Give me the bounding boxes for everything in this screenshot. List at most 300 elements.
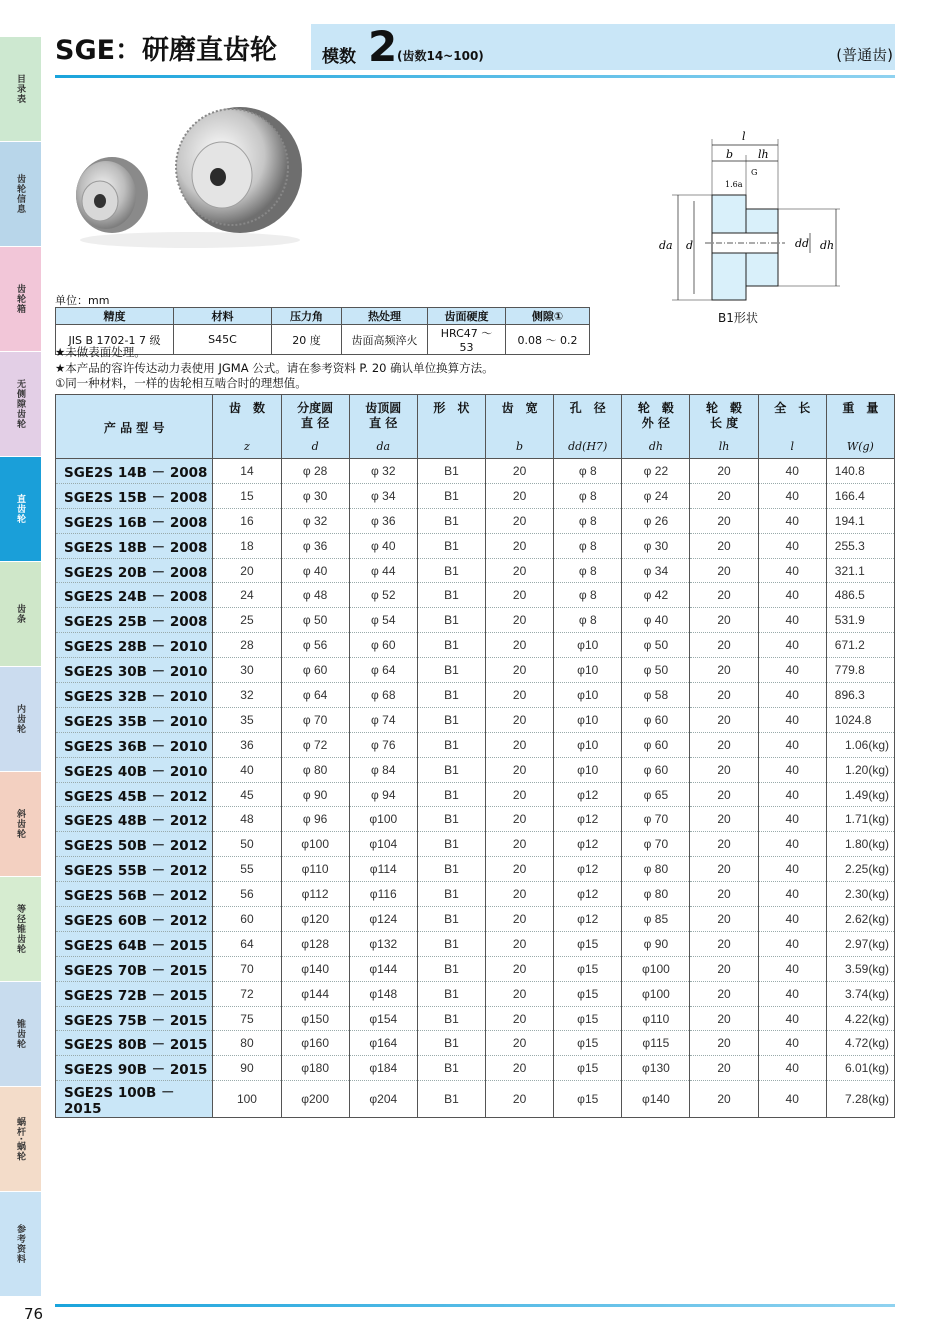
weight-cell: 2.97(kg) <box>826 931 894 956</box>
table-cell: 40 <box>758 956 826 981</box>
table-row <box>56 1081 895 1118</box>
table-cell: φ 94 <box>349 782 417 807</box>
product-model: SGE2S 90B － 2015 <box>56 1056 213 1081</box>
table-cell: 20 <box>486 1006 554 1031</box>
spec-value: 0.08 ～ 0.2 <box>506 325 590 355</box>
table-cell: 15 <box>213 483 281 508</box>
table-row <box>56 1056 895 1081</box>
table-row <box>56 907 895 932</box>
table-cell: 35 <box>213 707 281 732</box>
table-cell: 20 <box>690 981 758 1006</box>
module-value: 2 <box>368 22 398 71</box>
table-cell: 40 <box>758 857 826 882</box>
product-model: SGE2S 18B － 2008 <box>56 533 213 558</box>
table-cell: φ128 <box>281 931 349 956</box>
product-model: SGE2S 24B － 2008 <box>56 583 213 608</box>
table-cell: φ140 <box>281 956 349 981</box>
table-cell: 18 <box>213 533 281 558</box>
table-cell: 14 <box>213 459 281 484</box>
note-item: ①同一种材料，一样的齿轮相互啮合时的理想值。 <box>55 376 307 390</box>
module-label: 模数 <box>322 47 356 67</box>
column-header <box>213 395 281 459</box>
column-symbol: z <box>244 440 250 453</box>
table-row <box>56 483 895 508</box>
table-cell: 20 <box>690 483 758 508</box>
weight-cell: 3.59(kg) <box>826 956 894 981</box>
table-row <box>56 608 895 633</box>
table-cell: 40 <box>758 608 826 633</box>
weight-cell: 2.30(kg) <box>826 882 894 907</box>
weight-cell: 1.71(kg) <box>826 807 894 832</box>
table-cell: φ 80 <box>622 882 690 907</box>
table-cell: φ12 <box>554 782 622 807</box>
table-cell: φ160 <box>281 1031 349 1056</box>
table-row <box>56 658 895 683</box>
table-cell: 20 <box>690 782 758 807</box>
table-cell: B1 <box>417 1081 485 1118</box>
table-cell: φ148 <box>349 981 417 1006</box>
table-cell: 20 <box>690 1056 758 1081</box>
side-tab-label: 无侧隙齿轮 <box>15 379 25 429</box>
table-cell: φ130 <box>622 1056 690 1081</box>
table-cell: 64 <box>213 931 281 956</box>
table-cell: 20 <box>690 757 758 782</box>
product-model: SGE2S 36B － 2010 <box>56 732 213 757</box>
table-cell: φ114 <box>349 857 417 882</box>
dim-lh: lh <box>758 148 769 161</box>
table-cell: φ 52 <box>349 583 417 608</box>
side-tab-label: 内齿轮 <box>15 704 25 734</box>
table-cell: φ12 <box>554 907 622 932</box>
table-cell: 20 <box>690 683 758 708</box>
table-cell: φ 56 <box>281 633 349 658</box>
column-header <box>56 395 213 459</box>
table-cell: 20 <box>690 1006 758 1031</box>
table-cell: 24 <box>213 583 281 608</box>
table-cell: φ 72 <box>281 732 349 757</box>
table-cell: φ 85 <box>622 907 690 932</box>
table-cell: B1 <box>417 1006 485 1031</box>
table-row <box>56 1006 895 1031</box>
table-cell: 20 <box>690 732 758 757</box>
table-cell: B1 <box>417 583 485 608</box>
weight-cell: 2.25(kg) <box>826 857 894 882</box>
weight-cell: 1024.8 <box>826 707 894 732</box>
weight-cell: 896.3 <box>826 683 894 708</box>
column-header-label: 齿 数 <box>228 401 265 415</box>
dim-l: l <box>742 130 746 143</box>
table-cell: 70 <box>213 956 281 981</box>
table-cell: φ15 <box>554 956 622 981</box>
table-cell: φ 70 <box>622 832 690 857</box>
table-cell: 40 <box>213 757 281 782</box>
side-tab-label: 齿轮箱 <box>15 284 25 314</box>
table-cell: φ154 <box>349 1006 417 1031</box>
weight-cell: 194.1 <box>826 508 894 533</box>
weight-cell: 1.06(kg) <box>826 732 894 757</box>
weight-cell: 3.74(kg) <box>826 981 894 1006</box>
table-cell: φ 50 <box>622 633 690 658</box>
column-header <box>417 395 485 459</box>
table-cell: B1 <box>417 658 485 683</box>
table-cell: 40 <box>758 931 826 956</box>
table-cell: φ112 <box>281 882 349 907</box>
table-cell: 40 <box>758 683 826 708</box>
table-cell: φ 64 <box>281 683 349 708</box>
spec-value: JIS B 1702-1 7 级 <box>56 325 174 355</box>
column-header-label: 齿 宽 <box>501 401 538 415</box>
column-header <box>349 395 417 459</box>
side-tab[interactable] <box>0 247 41 352</box>
table-cell: 20 <box>690 956 758 981</box>
table-cell: 20 <box>486 558 554 583</box>
column-header <box>758 395 826 459</box>
product-model: SGE2S 16B － 2008 <box>56 508 213 533</box>
table-cell: 20 <box>213 558 281 583</box>
product-model: SGE2S 20B － 2008 <box>56 558 213 583</box>
table-row <box>56 882 895 907</box>
dim-da: da <box>659 239 673 252</box>
table-row <box>56 508 895 533</box>
weight-cell: 6.01(kg) <box>826 1056 894 1081</box>
table-cell: B1 <box>417 907 485 932</box>
table-cell: φ 50 <box>281 608 349 633</box>
product-model: SGE2S 70B － 2015 <box>56 956 213 981</box>
column-header-label: 孔 径 <box>569 401 606 415</box>
table-cell: φ116 <box>349 882 417 907</box>
table-cell: 20 <box>486 683 554 708</box>
table-cell: φ144 <box>349 956 417 981</box>
product-model: SGE2S 50B － 2012 <box>56 832 213 857</box>
table-cell: 45 <box>213 782 281 807</box>
side-tab[interactable] <box>0 562 41 667</box>
table-cell: φ204 <box>349 1081 417 1118</box>
side-tab[interactable] <box>0 142 41 247</box>
weight-cell: 779.8 <box>826 658 894 683</box>
spec-header: 齿面硬度 <box>428 308 506 325</box>
roughness-mark: 1.6a <box>725 180 743 189</box>
table-cell: 40 <box>758 658 826 683</box>
spec-header: 精度 <box>56 308 174 325</box>
column-header-label: 产 品 型 号 <box>103 421 165 435</box>
table-cell: 20 <box>486 956 554 981</box>
table-cell: φ144 <box>281 981 349 1006</box>
column-header-label: 形 状 <box>433 401 470 415</box>
table-cell: 40 <box>758 832 826 857</box>
column-symbol: l <box>790 440 794 453</box>
weight-cell: 671.2 <box>826 633 894 658</box>
table-cell: B1 <box>417 707 485 732</box>
table-cell: 20 <box>690 508 758 533</box>
unit-label: 单位：mm <box>55 294 110 307</box>
column-symbol: b <box>516 440 524 453</box>
teeth-range: (齿数14~100) <box>397 49 484 63</box>
table-cell: 20 <box>690 807 758 832</box>
table-cell: φ 50 <box>622 658 690 683</box>
table-cell: φ10 <box>554 658 622 683</box>
spec-value: S45C <box>174 325 272 355</box>
weight-cell: 1.80(kg) <box>826 832 894 857</box>
table-cell: φ 36 <box>281 533 349 558</box>
table-cell: φ 30 <box>622 533 690 558</box>
table-cell: 40 <box>758 633 826 658</box>
product-model: SGE2S 100B － 2015 <box>56 1081 213 1118</box>
table-cell: 20 <box>690 857 758 882</box>
table-cell: B1 <box>417 807 485 832</box>
table-cell: 40 <box>758 907 826 932</box>
column-header-label: 轮 毂 长 度 <box>706 401 743 430</box>
table-cell: φ15 <box>554 1056 622 1081</box>
column-symbol: dd(H7) <box>568 440 608 453</box>
table-cell: 20 <box>486 807 554 832</box>
table-cell: 20 <box>690 931 758 956</box>
table-cell: 20 <box>486 782 554 807</box>
table-cell: φ100 <box>281 832 349 857</box>
dim-dd: dd <box>795 237 810 250</box>
table-cell: 20 <box>486 1081 554 1118</box>
side-tab-label: 等径锥齿轮 <box>15 904 25 954</box>
table-cell: φ15 <box>554 981 622 1006</box>
table-cell: 40 <box>758 1056 826 1081</box>
table-cell: φ 8 <box>554 459 622 484</box>
table-cell: B1 <box>417 757 485 782</box>
footer-divider <box>55 1304 895 1307</box>
table-cell: φ 44 <box>349 558 417 583</box>
side-tab[interactable] <box>0 667 41 772</box>
table-cell: 40 <box>758 732 826 757</box>
column-header-label: 分度圆 直 径 <box>297 401 334 430</box>
table-cell: 20 <box>486 1056 554 1081</box>
table-cell: 20 <box>690 583 758 608</box>
note-item: ★本产品的容许传达动力表使用 JGMA 公式。请在参考资料 P. 20 确认单位换算方法。 <box>55 360 494 375</box>
table-cell: φ10 <box>554 732 622 757</box>
table-cell: B1 <box>417 931 485 956</box>
table-cell: φ 68 <box>349 683 417 708</box>
side-tab-label: 斜齿轮 <box>15 809 25 839</box>
weight-cell: 321.1 <box>826 558 894 583</box>
table-cell: φ10 <box>554 707 622 732</box>
side-tab-label: 蜗杆·蜗轮 <box>15 1116 25 1162</box>
product-model: SGE2S 72B － 2015 <box>56 981 213 1006</box>
spec-value: 20 度 <box>272 325 342 355</box>
side-tab[interactable] <box>0 772 41 877</box>
table-cell: 20 <box>690 907 758 932</box>
table-cell: φ 80 <box>622 857 690 882</box>
spec-header: 压力角 <box>272 308 342 325</box>
column-symbol: lh <box>718 440 730 453</box>
table-cell: φ124 <box>349 907 417 932</box>
table-cell: 48 <box>213 807 281 832</box>
side-tab[interactable] <box>0 1087 41 1192</box>
table-cell: 20 <box>486 832 554 857</box>
product-model: SGE2S 56B － 2012 <box>56 882 213 907</box>
table-cell: φ120 <box>281 907 349 932</box>
product-model: SGE2S 45B － 2012 <box>56 782 213 807</box>
table-cell: φ 8 <box>554 508 622 533</box>
table-cell: 20 <box>486 608 554 633</box>
column-header-label: 重 量 <box>842 401 879 415</box>
table-row <box>56 583 895 608</box>
table-cell: φ 90 <box>281 782 349 807</box>
table-cell: φ 36 <box>349 508 417 533</box>
table-cell: φ180 <box>281 1056 349 1081</box>
table-cell: B1 <box>417 683 485 708</box>
dim-b: b <box>726 148 734 161</box>
table-cell: 40 <box>758 459 826 484</box>
weight-cell: 2.62(kg) <box>826 907 894 932</box>
table-cell: φ 30 <box>281 483 349 508</box>
side-tab[interactable] <box>0 982 41 1087</box>
weight-cell: 255.3 <box>826 533 894 558</box>
table-cell: 55 <box>213 857 281 882</box>
table-cell: φ 8 <box>554 533 622 558</box>
table-cell: 36 <box>213 732 281 757</box>
table-cell: φ10 <box>554 633 622 658</box>
table-cell: 20 <box>486 981 554 1006</box>
table-cell: B1 <box>417 882 485 907</box>
table-cell: 40 <box>758 807 826 832</box>
table-cell: 40 <box>758 707 826 732</box>
table-cell: 80 <box>213 1031 281 1056</box>
table-cell: B1 <box>417 782 485 807</box>
table-cell: 32 <box>213 683 281 708</box>
column-header <box>690 395 758 459</box>
table-cell: φ 8 <box>554 558 622 583</box>
column-header-label: 轮 毂 外 径 <box>637 401 674 430</box>
table-cell: 20 <box>486 658 554 683</box>
table-cell: φ110 <box>281 857 349 882</box>
table-cell: B1 <box>417 832 485 857</box>
side-tab[interactable] <box>0 352 41 457</box>
side-tab[interactable] <box>0 1192 41 1297</box>
product-model: SGE2S 80B － 2015 <box>56 1031 213 1056</box>
table-cell: B1 <box>417 732 485 757</box>
table-cell: 20 <box>486 459 554 484</box>
weight-cell: 166.4 <box>826 483 894 508</box>
side-tab-label: 直齿轮 <box>15 494 25 524</box>
table-cell: 40 <box>758 1081 826 1118</box>
table-cell: 40 <box>758 1031 826 1056</box>
weight-cell: 4.22(kg) <box>826 1006 894 1031</box>
table-cell: φ 70 <box>622 807 690 832</box>
page-title: SGE：研磨直齿轮 <box>55 35 278 66</box>
table-cell: 20 <box>690 633 758 658</box>
table-cell: 90 <box>213 1056 281 1081</box>
table-row <box>56 707 895 732</box>
header-divider <box>55 75 895 78</box>
table-row <box>56 956 895 981</box>
table-cell: 20 <box>486 1031 554 1056</box>
table-cell: φ150 <box>281 1006 349 1031</box>
table-cell: φ12 <box>554 832 622 857</box>
table-cell: 20 <box>486 633 554 658</box>
table-row <box>56 683 895 708</box>
table-cell: φ 34 <box>349 483 417 508</box>
table-cell: 20 <box>690 707 758 732</box>
side-tab[interactable] <box>0 457 41 562</box>
table-cell: 75 <box>213 1006 281 1031</box>
table-cell: φ 90 <box>622 931 690 956</box>
spec-header: 热处理 <box>342 308 428 325</box>
table-row <box>56 931 895 956</box>
column-header <box>486 395 554 459</box>
table-cell: B1 <box>417 483 485 508</box>
product-model: SGE2S 30B － 2010 <box>56 658 213 683</box>
table-cell: φ 65 <box>622 782 690 807</box>
table-cell: φ 64 <box>349 658 417 683</box>
product-model: SGE2S 55B － 2012 <box>56 857 213 882</box>
table-cell: B1 <box>417 533 485 558</box>
table-cell: φ 96 <box>281 807 349 832</box>
product-model: SGE2S 35B － 2010 <box>56 707 213 732</box>
column-header <box>554 395 622 459</box>
page-number: 76 <box>24 1305 44 1323</box>
side-tab[interactable] <box>0 37 41 142</box>
table-cell: φ 28 <box>281 459 349 484</box>
table-cell: φ 74 <box>349 707 417 732</box>
table-cell: φ 22 <box>622 459 690 484</box>
table-cell: 20 <box>486 533 554 558</box>
table-cell: φ 60 <box>622 732 690 757</box>
diagram-caption: B1形状 <box>718 311 758 325</box>
side-tab[interactable] <box>0 877 41 982</box>
side-tab-label: 目录表 <box>15 74 25 104</box>
table-cell: φ 32 <box>281 508 349 533</box>
gear-type: (普通齿) <box>836 46 893 64</box>
table-row <box>56 757 895 782</box>
table-cell: 28 <box>213 633 281 658</box>
column-header <box>622 395 690 459</box>
table-cell: B1 <box>417 608 485 633</box>
table-cell: 20 <box>690 658 758 683</box>
table-cell: φ 70 <box>281 707 349 732</box>
product-model: SGE2S 25B － 2008 <box>56 608 213 633</box>
table-cell: φ 32 <box>349 459 417 484</box>
table-cell: 20 <box>486 931 554 956</box>
weight-cell: 7.28(kg) <box>826 1081 894 1118</box>
table-row <box>56 1031 895 1056</box>
weight-cell: 140.8 <box>826 459 894 484</box>
table-cell: 40 <box>758 1006 826 1031</box>
table-cell: φ100 <box>349 807 417 832</box>
side-tab-label: 参考资料 <box>15 1224 25 1264</box>
table-cell: 20 <box>486 732 554 757</box>
table-row <box>56 782 895 807</box>
table-cell: φ115 <box>622 1031 690 1056</box>
dim-d: d <box>686 239 694 252</box>
table-cell: 20 <box>486 483 554 508</box>
table-row <box>56 459 895 484</box>
table-cell: φ140 <box>622 1081 690 1118</box>
weight-cell: 486.5 <box>826 583 894 608</box>
table-cell: φ 40 <box>622 608 690 633</box>
table-cell: 56 <box>213 882 281 907</box>
table-cell: φ 60 <box>349 633 417 658</box>
table-cell: 50 <box>213 832 281 857</box>
table-cell: φ 8 <box>554 583 622 608</box>
product-model: SGE2S 64B － 2015 <box>56 931 213 956</box>
product-model: SGE2S 40B － 2010 <box>56 757 213 782</box>
column-header <box>826 395 894 459</box>
table-cell: B1 <box>417 558 485 583</box>
table-cell: φ 48 <box>281 583 349 608</box>
table-cell: φ164 <box>349 1031 417 1056</box>
table-cell: φ 8 <box>554 608 622 633</box>
column-symbol: dh <box>648 440 663 453</box>
table-cell: B1 <box>417 459 485 484</box>
table-cell: φ104 <box>349 832 417 857</box>
table-cell: 40 <box>758 558 826 583</box>
